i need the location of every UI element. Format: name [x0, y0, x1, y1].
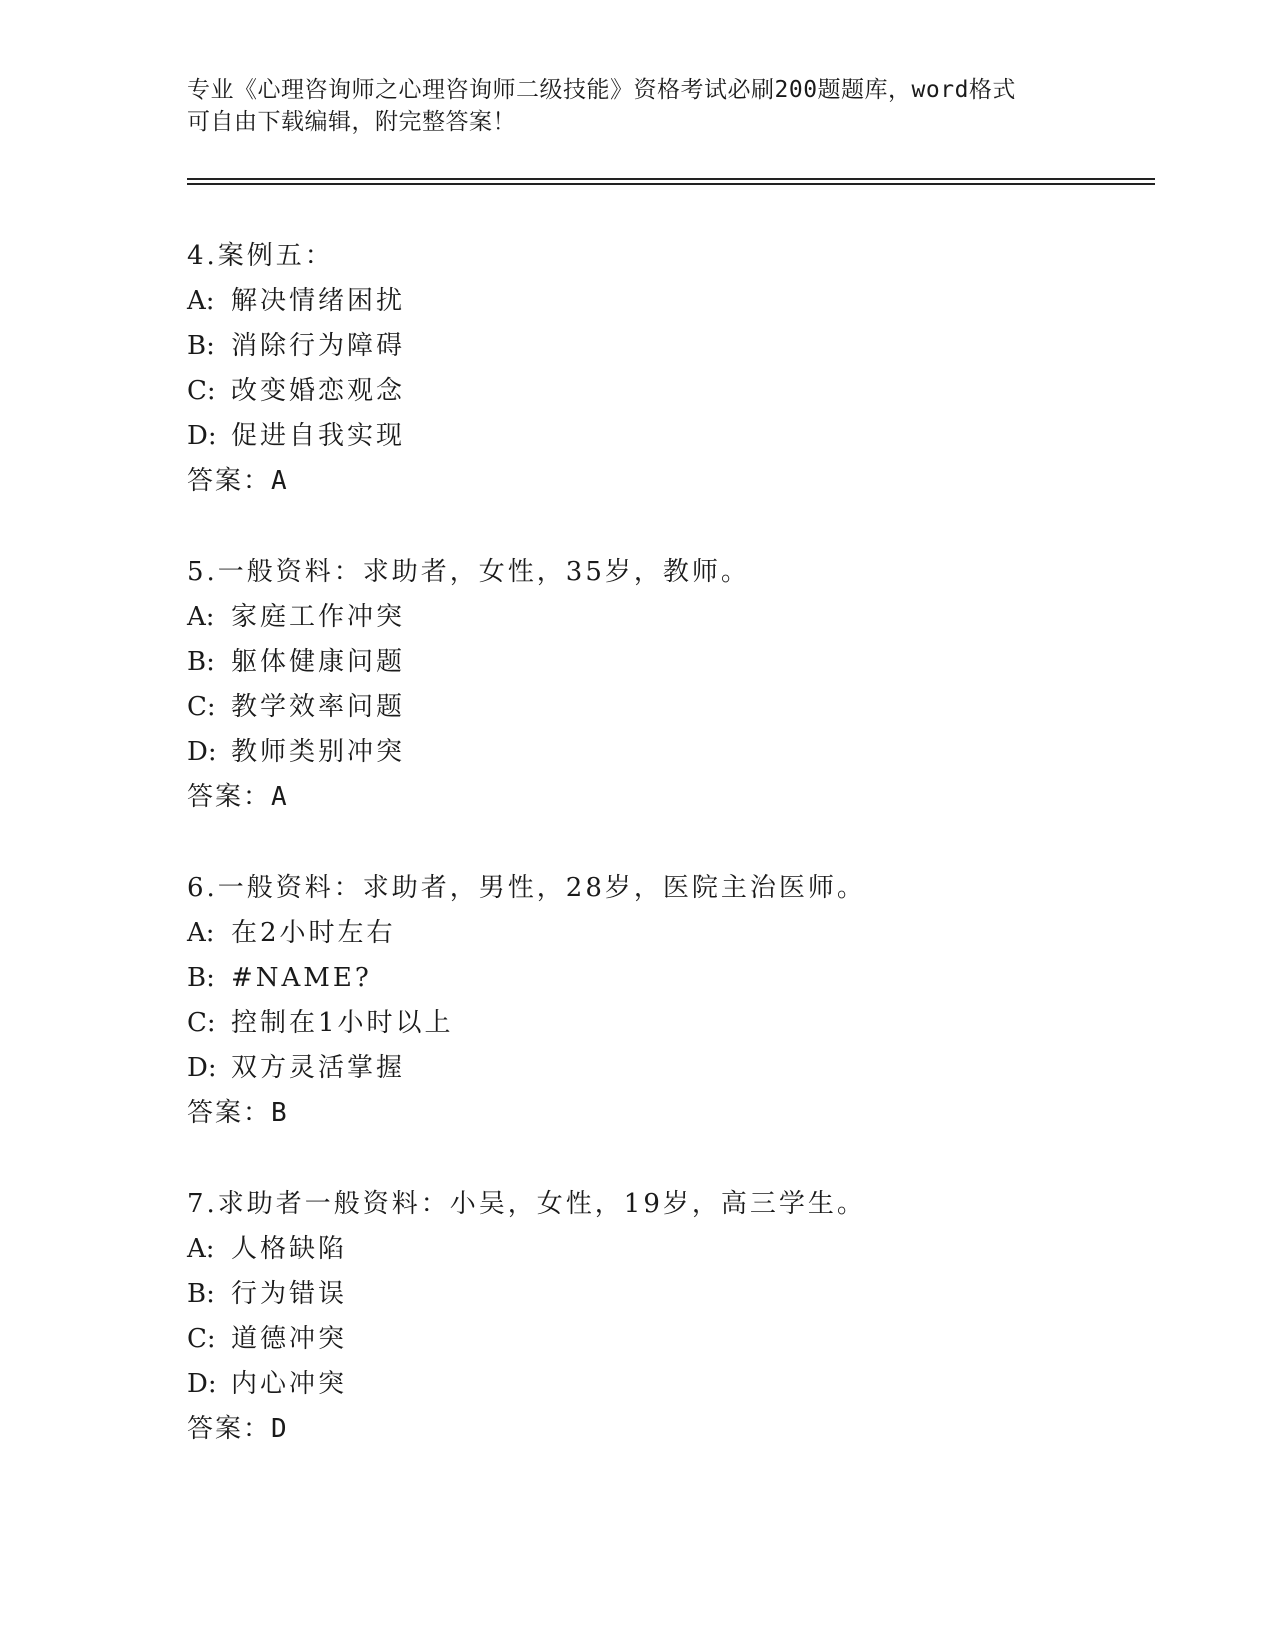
option-text: 道德冲突: [231, 1324, 348, 1354]
option-text: 控制在1小时以上: [231, 1008, 454, 1038]
option-c: [187, 685, 1147, 730]
header-divider-top: [187, 178, 1155, 180]
option-key: C:: [187, 1324, 216, 1354]
option-key: A:: [187, 602, 215, 632]
option-text: 促进自我实现: [231, 421, 406, 451]
option-text: 解决情绪困扰: [231, 286, 406, 316]
question-stem: 6.一般资料：求助者，男性，28岁，医院主治医师。: [187, 873, 866, 903]
option-key: C:: [187, 376, 216, 406]
option-text: 改变婚恋观念: [231, 376, 406, 406]
answer-line: 答案：B: [187, 1098, 289, 1128]
option-key: D:: [187, 737, 217, 767]
question-item: [187, 1182, 1147, 1452]
option-text: 行为错误: [231, 1279, 348, 1309]
option-key: A:: [187, 918, 215, 948]
option-text: 内心冲突: [231, 1369, 348, 1399]
option-text: 人格缺陷: [231, 1234, 348, 1264]
option-text: #NAME?: [231, 963, 372, 993]
header-title-line-2: 可自由下载编辑，附完整答案！: [187, 109, 516, 135]
option-text: 教学效率问题: [231, 692, 406, 722]
option-key: B:: [187, 331, 215, 361]
option-b: [187, 324, 1147, 369]
option-text: 教师类别冲突: [231, 737, 406, 767]
document-header: [187, 74, 1087, 138]
option-a: [187, 1227, 1147, 1272]
option-d: [187, 1362, 1147, 1407]
option-key: D:: [187, 1053, 217, 1083]
option-text: 消除行为障碍: [231, 331, 406, 361]
answer-line: 答案：A: [187, 782, 289, 812]
option-a: [187, 911, 1147, 956]
option-text: 双方灵活掌握: [231, 1053, 406, 1083]
option-b: [187, 640, 1147, 685]
option-c: [187, 1317, 1147, 1362]
option-key: A:: [187, 1234, 215, 1264]
option-d: [187, 414, 1147, 459]
question-item: [187, 234, 1147, 504]
question-stem: 7.求助者一般资料：小吴，女性，19岁，高三学生。: [187, 1189, 866, 1219]
option-d: [187, 1046, 1147, 1091]
question-stem: 5.一般资料：求助者，女性，35岁，教师。: [187, 557, 750, 587]
option-a: [187, 595, 1147, 640]
header-divider-bottom: [187, 183, 1155, 185]
answer-line: 答案：D: [187, 1414, 289, 1444]
option-key: C:: [187, 692, 216, 722]
option-key: C:: [187, 1008, 216, 1038]
option-b: [187, 956, 1147, 1001]
option-text: 家庭工作冲突: [231, 602, 406, 632]
option-c: [187, 1001, 1147, 1046]
question-item: [187, 866, 1147, 1136]
option-key: B:: [187, 1279, 215, 1309]
option-text: 在2小时左右: [231, 918, 396, 948]
option-b: [187, 1272, 1147, 1317]
option-c: [187, 369, 1147, 414]
option-key: D:: [187, 1369, 217, 1399]
option-key: D:: [187, 421, 217, 451]
option-d: [187, 730, 1147, 775]
option-a: [187, 279, 1147, 324]
answer-line: 答案：A: [187, 466, 289, 496]
question-item: [187, 550, 1147, 820]
option-key: A:: [187, 286, 215, 316]
question-list: [187, 234, 1147, 1498]
header-title-line-1: 专业《心理咨询师之心理咨询师二级技能》资格考试必刷200题题库，word格式: [187, 77, 1016, 103]
option-text: 躯体健康问题: [231, 647, 406, 677]
option-key: B:: [187, 647, 215, 677]
option-key: B:: [187, 963, 215, 993]
question-stem: 4.案例五：: [187, 241, 334, 271]
